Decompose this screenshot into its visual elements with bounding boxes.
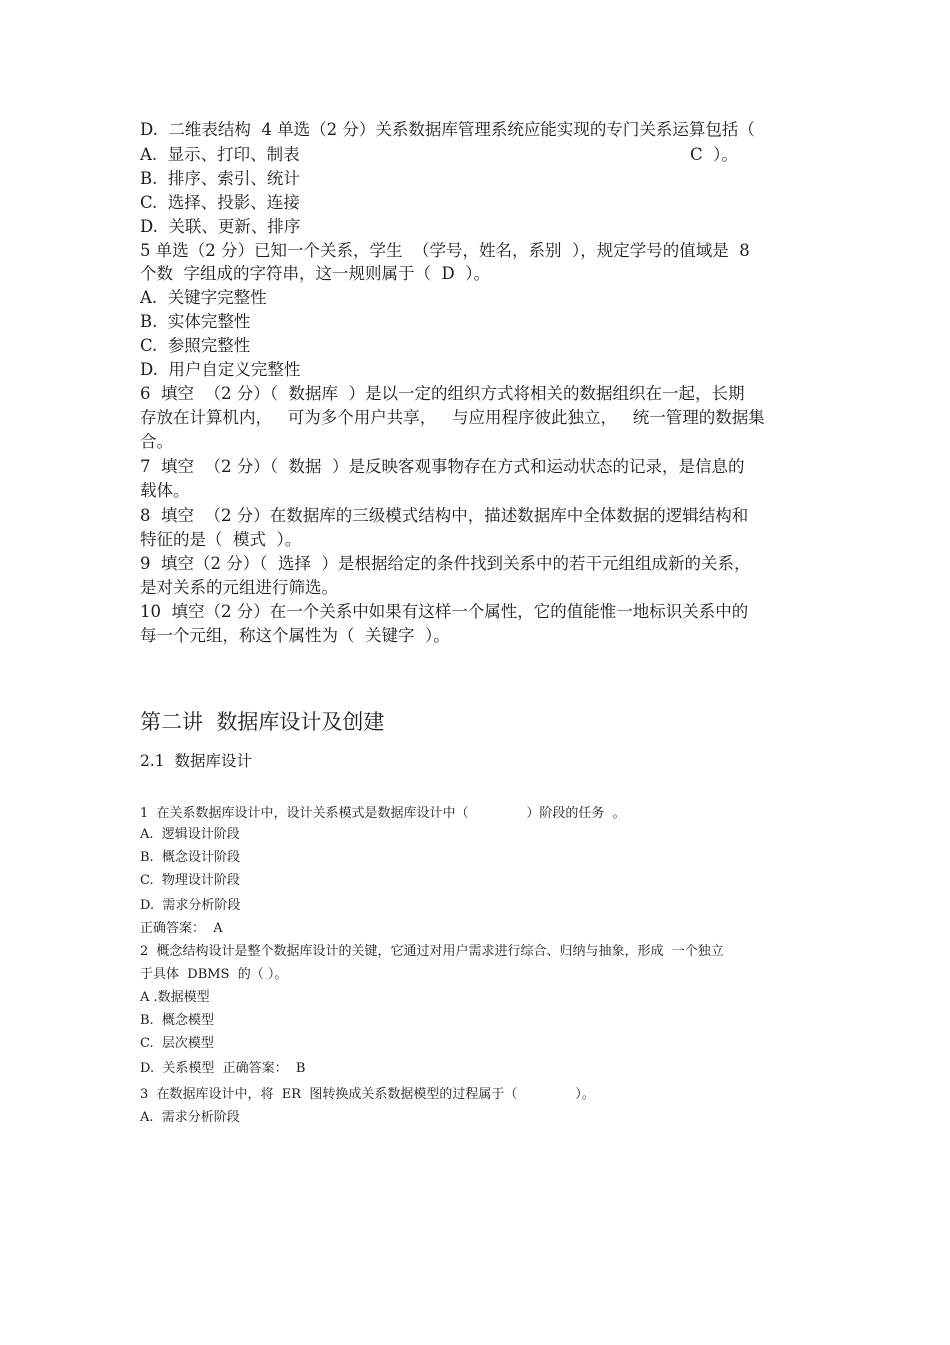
text-line: D. 二维表结构 4 单选（2 分）关系数据库管理系统应能实现的专门关系运算包括（ [140, 120, 755, 139]
text-line: 于具体 DBMS 的（ ）。 [140, 967, 288, 982]
text-line: D. 关联、更新、排序 [140, 217, 301, 236]
text-line: 正确答案： A [140, 921, 223, 936]
text-line: C. 选择、投影、连接 [140, 193, 300, 212]
text-line: 每一个元组，称这个属性为（ 关键字 ）。 [140, 626, 450, 645]
text-line: B. 实体完整性 [140, 312, 251, 331]
text-line: C. 层次模型 [140, 1036, 214, 1051]
text-line: 9 填空（2 分）（ 选择 ）是根据给定的条件找到关系中的若干元组组成新的关系， [140, 554, 751, 573]
text-line: B. 排序、索引、统计 [140, 169, 300, 188]
text-line: 特征的是（ 模式 ）。 [140, 530, 302, 549]
text-line: 存放在计算机内， 可为多个用户共享， 与应用程序彼此独立， 统一管理的数据集 [140, 408, 765, 427]
text-line: 1 在关系数据库设计中，设计关系模式是数据库设计中（ ）阶段的任务 。 [140, 806, 626, 821]
text-line: D. 关系模型 正确答案： B [140, 1061, 306, 1076]
text-line: 8 填空 （2 分）在数据库的三级模式结构中，描述数据库中全体数据的逻辑结构和 [140, 506, 749, 525]
text-line: 合。 [140, 432, 173, 451]
text-line: B. 概念模型 [140, 1013, 214, 1028]
text-line: A. 关键字完整性 [140, 288, 267, 307]
answer-text: C ）。 [690, 145, 738, 164]
text-line: 是对关系的元组进行筛选。 [140, 578, 338, 597]
text-line: A. 显示、打印、制表 [140, 145, 300, 164]
text-line: A. 逻辑设计阶段 [140, 827, 240, 842]
text-line: 2 概念结构设计是整个数据库设计的关键，它通过对用户需求进行综合、归纳与抽象，形成 一个独立 [140, 944, 724, 959]
text-line: D. 需求分析阶段 [140, 898, 241, 913]
chapter-title: 第二讲 数据库设计及创建 [140, 710, 385, 734]
text-line: A. 需求分析阶段 [140, 1110, 240, 1125]
text-line: 7 填空 （2 分）（ 数据 ）是反映客观事物存在方式和运动状态的记录，是信息的 [140, 457, 745, 476]
text-line: D. 用户自定义完整性 [140, 360, 301, 379]
text-line: 10 填空（2 分）在一个关系中如果有这样一个属性，它的值能惟一地标识关系中的 [140, 602, 749, 621]
text-line: 5 单选（2 分）已知一个关系，学生 （学号，姓名，系别 ），规定学号的值域是 8 [140, 241, 750, 260]
text-line: C. 参照完整性 [140, 336, 251, 355]
text-line: C. 物理设计阶段 [140, 873, 240, 888]
section-title: 2.1 数据库设计 [140, 752, 253, 770]
text-line: 3 在数据库设计中，将 ER 图转换成关系数据模型的过程属于（ ）。 [140, 1087, 595, 1102]
text-line: A .数据模型 [140, 990, 210, 1005]
text-line: 6 填空 （2 分）（ 数据库 ）是以一定的组织方式将相关的数据组织在一起，长期 [140, 384, 745, 403]
text-line: 载体。 [140, 481, 190, 500]
text-line: B. 概念设计阶段 [140, 850, 240, 865]
text-line: 个数 字组成的字符串，这一规则属于（ D ）。 [140, 264, 490, 283]
